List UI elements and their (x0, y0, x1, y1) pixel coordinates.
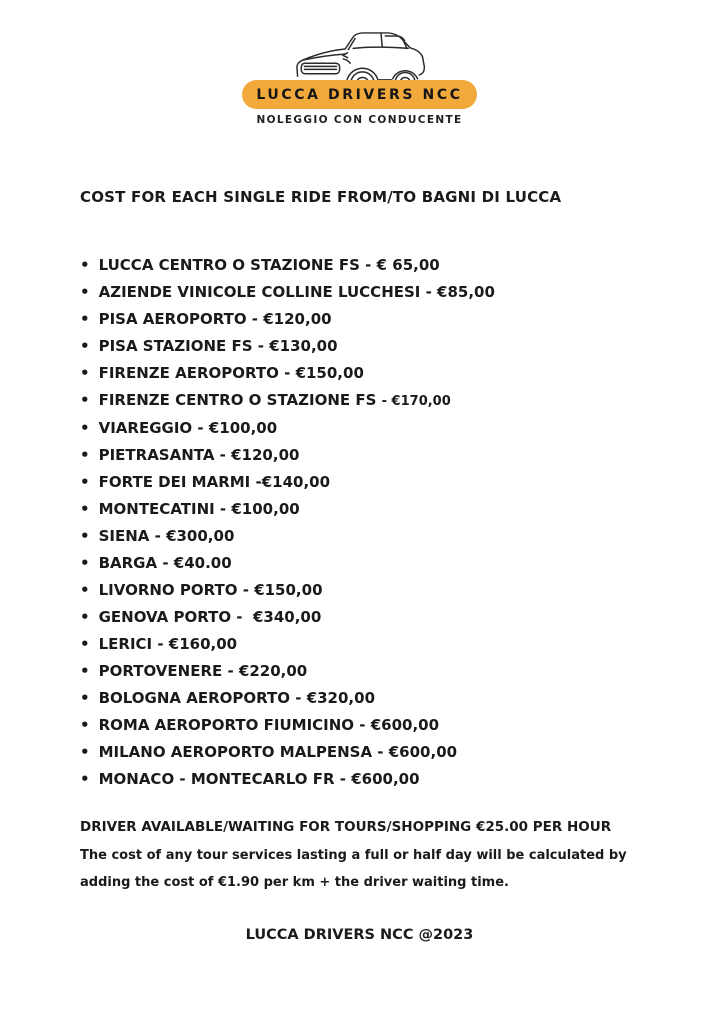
bullet-icon: • (80, 554, 90, 572)
bullet-icon: • (80, 283, 90, 301)
route-label: BOLOGNA AEROPORTO - (98, 689, 307, 707)
route-label: BARGA - (98, 554, 174, 572)
route-price: €220,00 (238, 662, 308, 680)
price-list-item (80, 252, 719, 279)
route-label: LUCCA CENTRO O STAZIONE FS - (98, 256, 377, 274)
route-price: €120,00 (263, 310, 332, 328)
price-list-item (80, 360, 719, 387)
price-list-item (80, 577, 719, 604)
route-label: FORTE DEI MARMI - (98, 473, 262, 491)
price-list-item (80, 523, 719, 550)
route-label: LERICI - (98, 635, 169, 653)
route-label: PISA STAZIONE FS - (98, 337, 270, 355)
route-label: AZIENDE VINICOLE COLLINE LUCCHESI - (98, 283, 438, 301)
price-list-item (80, 658, 719, 685)
bullet-icon: • (80, 608, 90, 626)
route-label: PIETRASANTA - (98, 446, 232, 464)
route-price: €150,00 (295, 364, 364, 382)
price-list-item (80, 685, 719, 712)
bullet-icon: • (80, 743, 90, 761)
price-list-item (80, 550, 719, 577)
route-price: €600,00 (388, 743, 458, 761)
price-list-item (80, 279, 719, 306)
price-list-item (80, 442, 719, 469)
bullet-icon: • (80, 662, 90, 680)
price-list-item (80, 387, 719, 415)
price-list-item (80, 496, 719, 523)
route-label: LIVORNO PORTO - (98, 581, 255, 599)
route-price: €40.00 (173, 554, 232, 572)
notes-heading: DRIVER AVAILABLE/WAITING FOR TOURS/SHOPPING €25.00 PER HOUR (80, 819, 612, 835)
price-list-item (80, 333, 719, 360)
brand-badge (242, 80, 476, 109)
bullet-icon: • (80, 391, 90, 409)
price-list-item (80, 604, 719, 631)
bullet-icon: • (80, 256, 90, 274)
route-label: MILANO AEROPORTO MALPENSA - (98, 743, 389, 761)
bullet-icon: • (80, 500, 90, 518)
bullet-icon: • (80, 446, 90, 464)
route-label: ROMA AEROPORTO FIUMICINO - (98, 716, 371, 734)
route-price: - €170,00 (381, 394, 451, 409)
bullet-icon: • (80, 581, 90, 599)
bullet-icon: • (80, 473, 90, 491)
logo-header (0, 28, 719, 126)
route-price: €150,00 (254, 581, 323, 599)
route-price: €140,00 (261, 473, 331, 491)
notes-line-2: adding the cost of €1.90 per km + the driver waiting time. (80, 875, 509, 890)
route-label: GENOVA PORTO - (98, 608, 253, 626)
footer-text: LUCCA DRIVERS NCC @2023 (245, 926, 474, 943)
brand-badge-label: LUCCA DRIVERS NCC (256, 87, 463, 103)
route-label: FIRENZE AEROPORTO - (98, 364, 296, 382)
route-label: PORTOVENERE - (98, 662, 239, 680)
brand-subtitle: NOLEGGIO CON CONDUCENTE (256, 114, 463, 126)
bullet-icon: • (80, 337, 90, 355)
price-list-item (80, 631, 719, 658)
route-price: € 65,00 (376, 256, 440, 274)
bullet-icon: • (80, 419, 90, 437)
route-price: €130,00 (269, 337, 338, 355)
price-list-item (80, 469, 719, 496)
price-list-item (80, 712, 719, 739)
price-list (80, 252, 719, 793)
document-body (0, 188, 719, 943)
price-list-item (80, 415, 719, 442)
bullet-icon: • (80, 716, 90, 734)
bullet-icon: • (80, 770, 90, 788)
bullet-icon: • (80, 635, 90, 653)
notes-section (80, 814, 719, 897)
notes-line-1: The cost of any tour services lasting a full or half day will be calculated by (80, 847, 627, 863)
route-label: FIRENZE CENTRO O STAZIONE FS (98, 391, 382, 409)
route-price: €100,00 (231, 500, 300, 518)
price-list-item (80, 766, 719, 793)
route-price: €120,00 (231, 446, 300, 464)
route-label: VIAREGGIO - (98, 419, 209, 437)
route-price: €85,00 (437, 283, 495, 301)
route-label: SIENA - (98, 527, 167, 545)
route-price: €160,00 (168, 635, 238, 653)
route-price: €600,00 (351, 770, 420, 788)
price-list-item (80, 306, 719, 333)
bullet-icon: • (80, 527, 90, 545)
route-price: €100,00 (208, 419, 278, 437)
bullet-icon: • (80, 310, 90, 328)
route-price: €300,00 (166, 527, 235, 545)
bullet-icon: • (80, 689, 90, 707)
route-price: €340,00 (252, 608, 322, 626)
route-label: MONACO - MONTECARLO FR - (98, 770, 352, 788)
bullet-icon: • (80, 364, 90, 382)
route-label: PISA AEROPORTO - (98, 310, 264, 328)
route-price: €600,00 (370, 716, 440, 734)
route-label: MONTECATINI - (98, 500, 232, 518)
price-list-item (80, 739, 719, 766)
route-price: €320,00 (306, 689, 376, 707)
page-title: COST FOR EACH SINGLE RIDE FROM/TO BAGNI DI LUCCA (80, 188, 562, 206)
